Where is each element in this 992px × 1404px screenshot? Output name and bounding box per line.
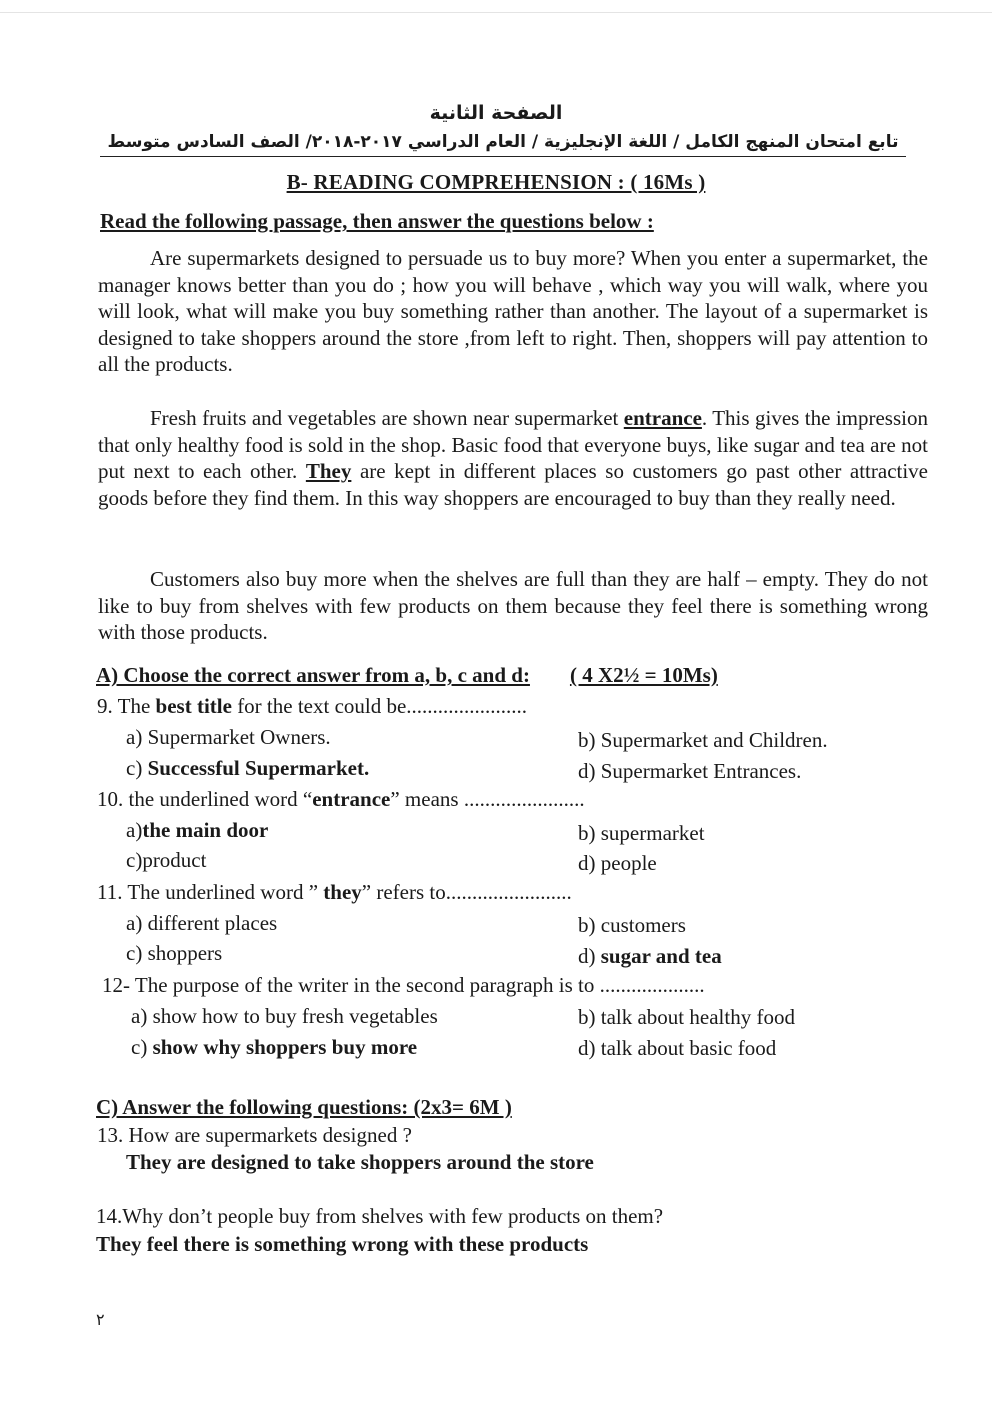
q11-bold: they <box>323 880 362 904</box>
q12-c-answer: show why shoppers buy more <box>152 1035 418 1059</box>
q11-option-b: b) customers <box>578 913 686 937</box>
q12-option-c <box>131 1035 417 1060</box>
arabic-page-label: الصفحة الثانية <box>429 102 563 124</box>
q10-option-c: c)product <box>126 848 207 872</box>
passage-paragraph-3: Customers also buy more when the shelves are full than they are half – empty. They do not like to buy from shelves with few products on them because they feel there is something wrong with those products. <box>98 567 928 644</box>
q9-option-b: b) Supermarket and Children. <box>578 728 828 752</box>
q10-a-prefix: a) <box>126 818 143 842</box>
reading-instruction: Read the following passage, then answer the questions below : <box>100 209 654 233</box>
q10-bold: entrance <box>312 787 391 811</box>
p2-part-c: are kept in different places so customers go past other attractive goods before they find them. In this way shoppers are encouraged to buy than they really need. <box>98 459 928 510</box>
q11-option-c: c) shoppers <box>126 941 223 965</box>
p2-part-b: . This gives the impression that only healthy food is sold in the shop. Basic food that everyone buys, like sugar and tea are not put next to each other. <box>98 406 928 483</box>
p2-part-a: Fresh fruits and vegetables are shown near supermarket <box>150 406 624 430</box>
q12-option-a: a) show how to buy fresh vegetables <box>131 1004 438 1028</box>
q9-option-d: d) Supermarket Entrances. <box>578 759 802 783</box>
question-12: 12- The purpose of the writer in the second paragraph is to .................... <box>102 973 705 997</box>
q11-pre: 11. The underlined word ” <box>97 880 324 904</box>
q10-option-d: d) people <box>578 851 657 875</box>
answer-13: They are designed to take shoppers around the store <box>126 1150 594 1174</box>
q12-option-d: d) talk about basic food <box>578 1036 777 1060</box>
part-a-marks: ( 4 X2½ = 10Ms) <box>569 663 718 687</box>
q10-option-a <box>126 818 268 843</box>
q12-option-b: b) talk about healthy food <box>578 1005 795 1029</box>
section-title <box>0 170 992 195</box>
question-9 <box>97 694 527 719</box>
q9-c-answer: Successful Supermarket. <box>147 756 370 780</box>
q10-a-answer: the main door <box>142 818 269 842</box>
question-10 <box>97 787 585 812</box>
arabic-exam-header: تابع امتحان المنهج الكامل / اللغة الإنجليزية / العام الدراسي ٢٠١٧-٢٠١٨/ الصف السادس متوسط <box>100 132 906 157</box>
q10-pre: 10. the underlined word “ <box>97 787 313 811</box>
q9-option-a: a) Supermarket Owners. <box>126 725 331 749</box>
answer-14: They feel there is something wrong with these products <box>96 1232 589 1256</box>
q9-option-c <box>126 756 369 781</box>
q9-c-prefix: c) <box>126 756 148 780</box>
passage-paragraph-1: Are supermarkets designed to persuade us to buy more? When you enter a supermarket, the manager knows better than you do ; how you will behave , which way you will walk, where you will look, what will make you buy something rather than another. The layout of a supermarket is designed to take shoppers around the store ,from left to right. Then, shoppers will pay attention to all the products. <box>98 246 928 376</box>
section-title-text: B- READING COMPREHENSION : ( 16Ms ) <box>286 170 706 194</box>
q12-c-prefix: c) <box>131 1035 153 1059</box>
q11-post: ” refers to........................ <box>361 880 572 904</box>
underlined-word-entrance: entrance <box>623 406 702 430</box>
part-c-heading: C) Answer the following questions: (2x3= 6M ) <box>96 1095 512 1119</box>
q10-post: ” means ....................... <box>390 787 585 811</box>
page-number: ٢ <box>96 1310 105 1329</box>
q9-pre: 9. The <box>97 694 156 718</box>
q11-d-answer: sugar and tea <box>600 944 722 968</box>
underlined-word-they: They <box>305 459 352 483</box>
q10-option-b: b) supermarket <box>578 821 705 845</box>
question-14: 14.Why don’t people buy from shelves with few products on them? <box>96 1204 664 1228</box>
part-a-title: A) Choose the correct answer from a, b, c and d: <box>96 663 530 687</box>
question-13: 13. How are supermarkets designed ? <box>97 1123 412 1147</box>
q11-d-prefix: d) <box>578 944 601 968</box>
q9-post: for the text could be....................... <box>231 694 528 718</box>
part-a-heading <box>96 663 718 688</box>
q11-option-a: a) different places <box>126 911 278 935</box>
q9-bold: best title <box>155 694 232 718</box>
passage-paragraph-2 <box>98 405 928 511</box>
scan-edge-line <box>0 12 992 13</box>
q11-option-d <box>578 944 722 969</box>
question-11 <box>97 880 572 905</box>
